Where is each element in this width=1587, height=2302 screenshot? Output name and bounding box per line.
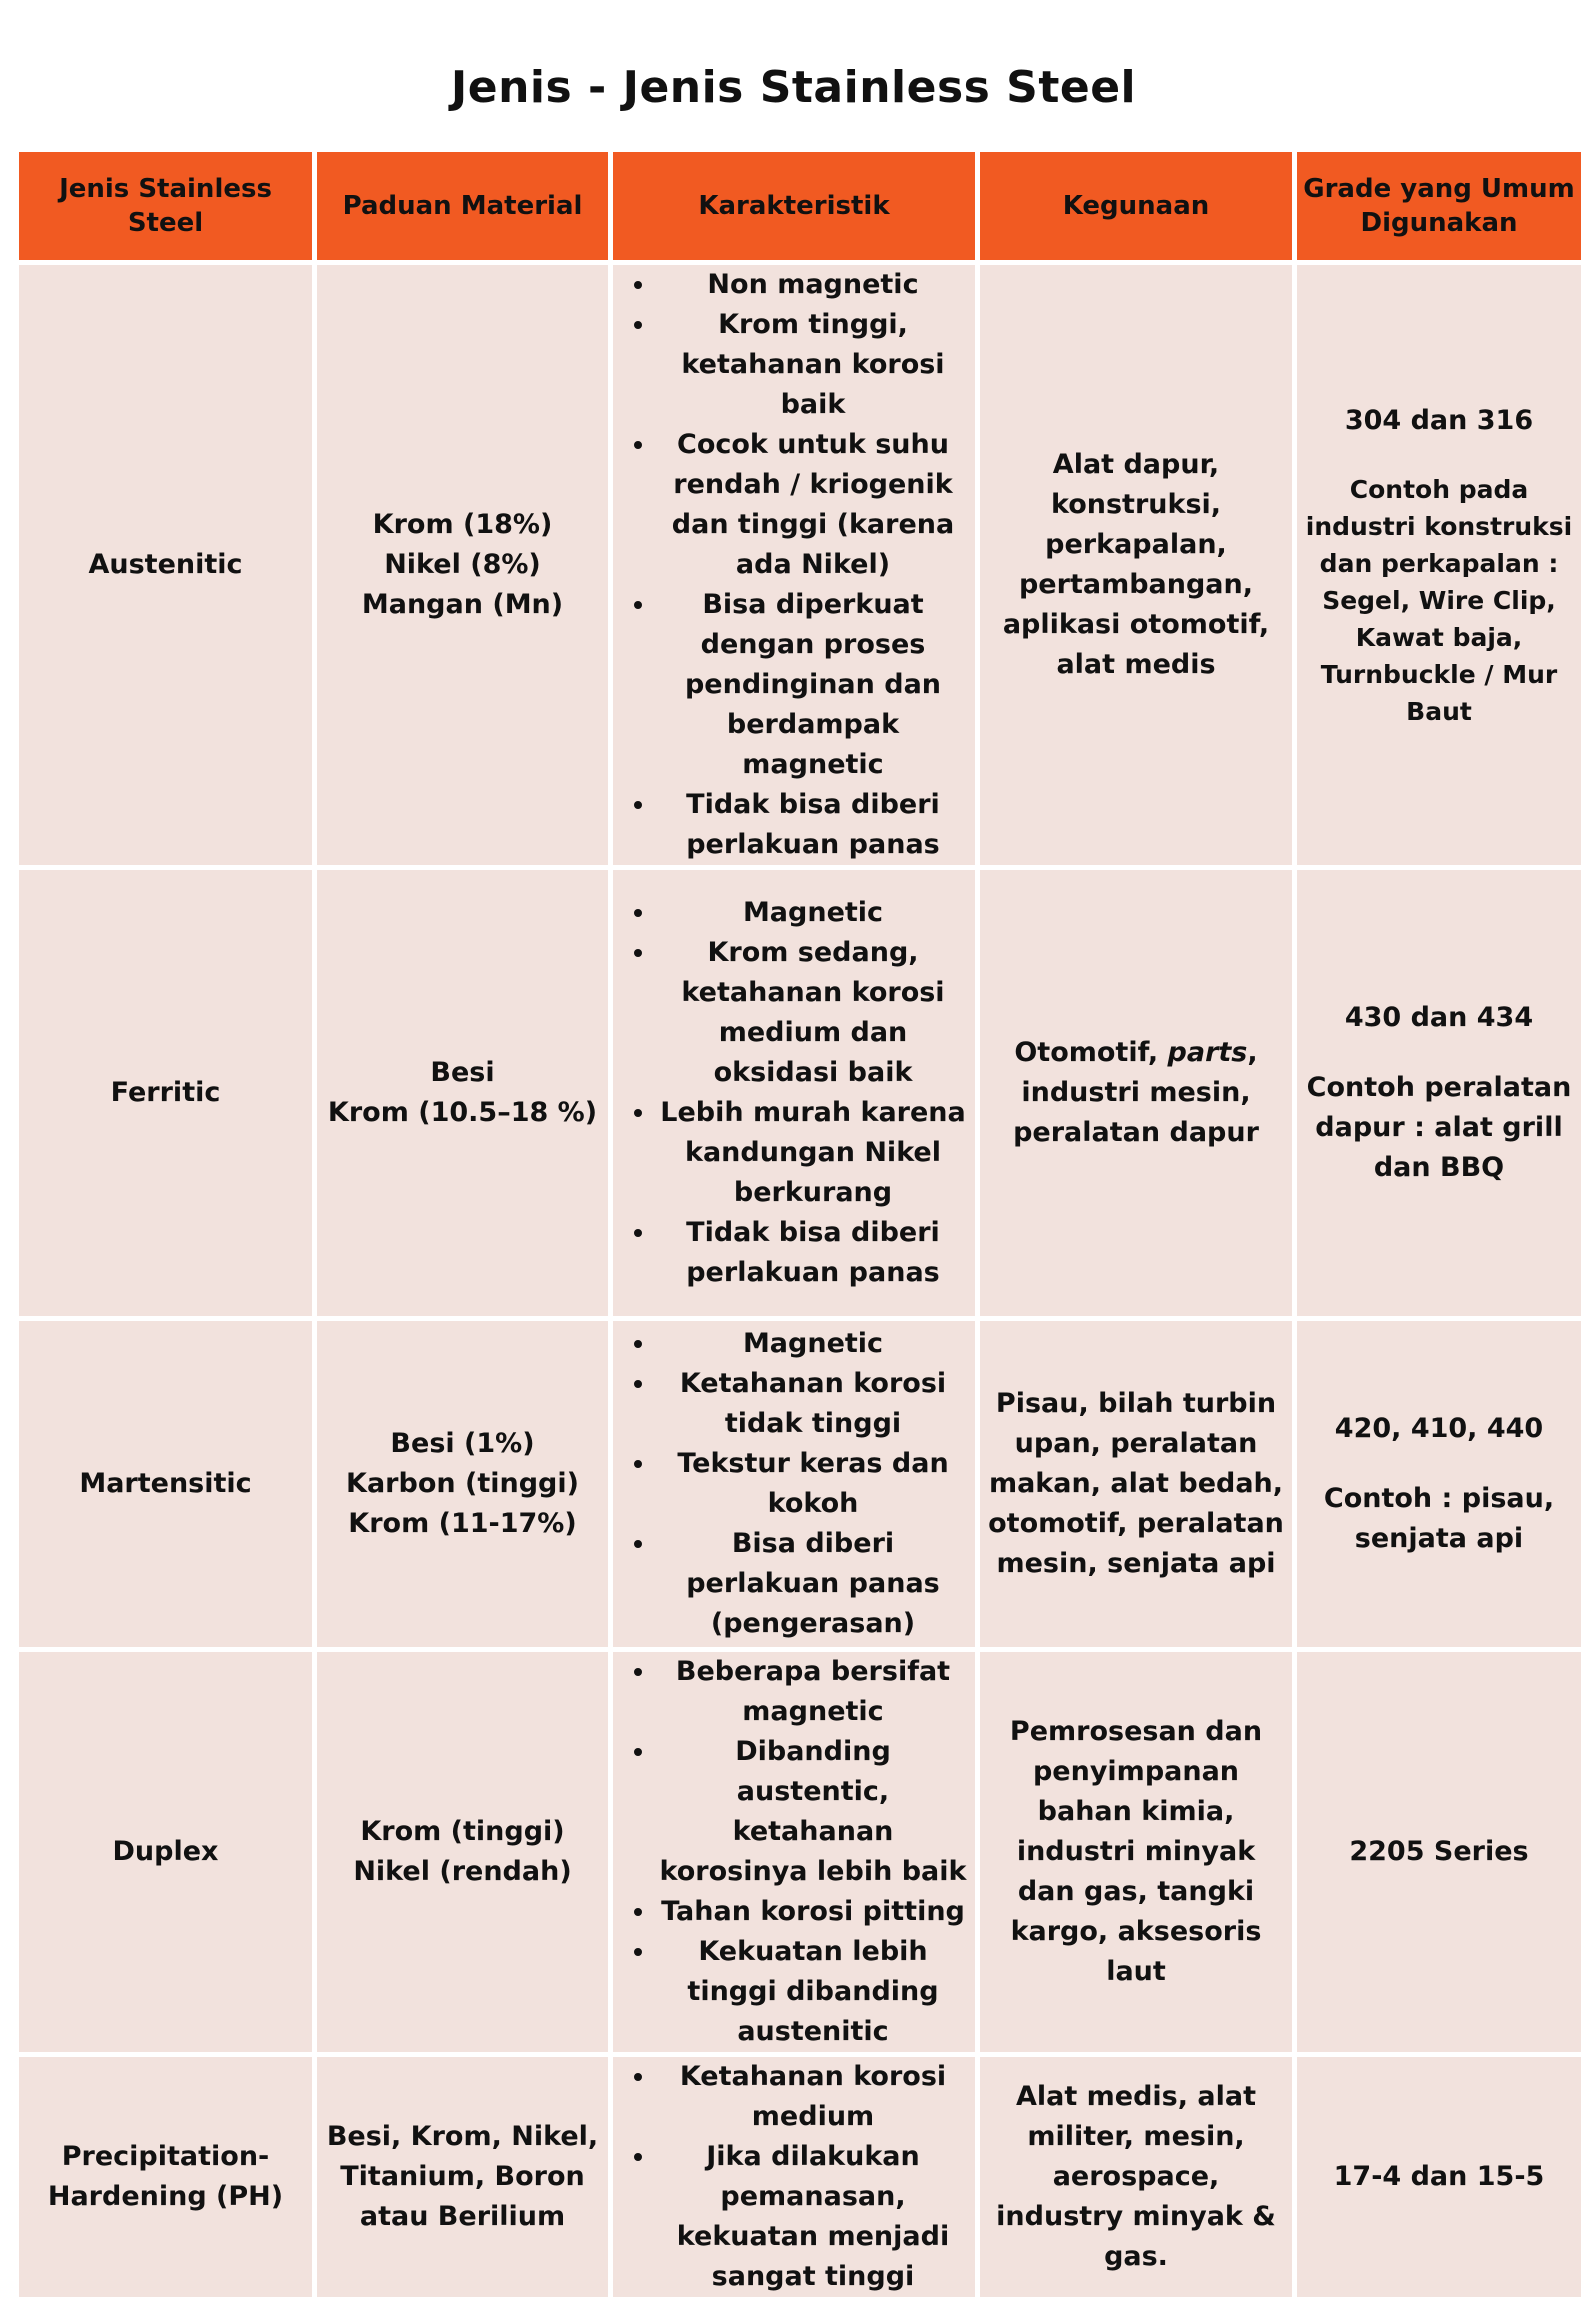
grade-note: Contoh peralatan dapur : alat grill dan BBQ [1306, 1072, 1572, 1183]
characteristic-item: • Krom sedang, ketahanan korosi medium dan oksidasi baik [657, 933, 969, 1093]
grade-note: Contoh : pisau, senjata api [1323, 1483, 1555, 1554]
characteristic-item: • Non magnetic [657, 265, 969, 305]
alloy-cell [315, 1319, 611, 1650]
characteristics-cell [611, 263, 978, 868]
usage-cell: Pisau, bilah turbin upan, peralatan makan, alat bedah, otomotif, peralatan mesin, senjata api [978, 1319, 1295, 1650]
type-cell: Duplex [17, 1650, 315, 2055]
characteristics-list [619, 1324, 969, 1644]
characteristic-item: • Kekuatan lebih tinggi dibanding austenitic [657, 1932, 969, 2052]
alloy-line: Krom (11-17%) [348, 1508, 577, 1539]
grade-cell [1295, 2055, 1584, 2300]
table-row-ferritic [17, 868, 1584, 1319]
type-cell: Ferritic [17, 868, 315, 1319]
usage-cell: Pemrosesan dan penyimpanan bahan kimia, industri minyak dan gas, tangki kargo, aksesoris laut [978, 1650, 1295, 2055]
header-paduan: Paduan Material [315, 150, 611, 263]
table-row-duplex [17, 1650, 1584, 2055]
usage-text-italic: parts [1167, 1037, 1248, 1068]
usage-text: Otomotif, [1014, 1037, 1168, 1068]
characteristic-item: • Krom tinggi, ketahanan korosi baik [657, 305, 969, 425]
alloy-line: Nikel (rendah) [353, 1856, 572, 1887]
grade-cell [1295, 1650, 1584, 2055]
characteristic-item: • Tidak bisa diberi perlakuan panas [657, 1213, 969, 1293]
grade-value: 2205 Series [1349, 1836, 1529, 1867]
alloy-line: Krom (10.5–18 %) [327, 1097, 598, 1128]
header-kegunaan: Kegunaan [978, 150, 1295, 263]
header-karakteristik: Karakteristik [611, 150, 978, 263]
characteristic-item: • Magnetic [657, 893, 969, 933]
alloy-line: Mangan (Mn) [361, 589, 564, 620]
characteristics-list [619, 893, 969, 1293]
alloy-cell [315, 2055, 611, 2300]
alloy-line: Nikel (8%) [384, 549, 541, 580]
grade-note: Contoh pada industri konstruksi dan perkapalan : Segel, Wire Clip, Kawat baja, Turnbuckle / Mur Baut [1305, 474, 1573, 726]
grade-value: 430 dan 434 [1344, 1002, 1534, 1033]
characteristic-item: • Tahan korosi pitting [657, 1892, 969, 1932]
usage-cell: Alat medis, alat militer, mesin, aerospace, industry minyak & gas. [978, 2055, 1295, 2300]
grade-cell [1295, 1319, 1584, 1650]
characteristics-cell [611, 2055, 978, 2300]
characteristics-cell [611, 1319, 978, 1650]
grade-cell [1295, 263, 1584, 868]
characteristic-item: • Ketahanan korosi tidak tinggi [657, 1364, 969, 1444]
header-jenis: Jenis Stainless Steel [17, 150, 315, 263]
characteristics-list [619, 1652, 969, 2052]
grade-cell [1295, 868, 1584, 1319]
characteristic-item: • Beberapa bersifat magnetic [657, 1652, 969, 1732]
header-grade: Grade yang Umum Digunakan [1295, 150, 1584, 263]
characteristic-item: • Tekstur keras dan kokoh [657, 1444, 969, 1524]
characteristic-item: • Dibanding austentic, ketahanan korosinya lebih baik [657, 1732, 969, 1892]
alloy-line: Besi [430, 1057, 495, 1088]
alloy-cell [315, 868, 611, 1319]
characteristics-list [619, 265, 969, 865]
stainless-steel-table [14, 147, 1586, 2302]
characteristic-item: • Bisa diberi perlakuan panas (pengerasan) [657, 1524, 969, 1644]
characteristic-item: • Cocok untuk suhu rendah / kriogenik dan tinggi (karena ada Nikel) [657, 425, 969, 585]
grade-value: 17-4 dan 15-5 [1333, 2161, 1545, 2192]
page-title: Jenis - Jenis Stainless Steel [450, 62, 1137, 113]
characteristic-item: • Ketahanan korosi medium [657, 2057, 969, 2137]
characteristic-item: • Magnetic [657, 1324, 969, 1364]
table-header-row [17, 150, 1584, 263]
usage-text: , industri mesin, peralatan dapur [1013, 1037, 1259, 1148]
grade-value: 420, 410, 440 [1334, 1413, 1544, 1444]
characteristic-item: • Lebih murah karena kandungan Nikel berkurang [657, 1093, 969, 1213]
table-row-martensitic [17, 1319, 1584, 1650]
characteristics-list [619, 2057, 969, 2297]
type-cell: Austenitic [17, 263, 315, 868]
characteristics-cell [611, 868, 978, 1319]
characteristic-item: • Bisa diperkuat dengan proses pendinginan dan berdampak magnetic [657, 585, 969, 785]
grade-value: 304 dan 316 [1344, 404, 1534, 436]
type-cell: Martensitic [17, 1319, 315, 1650]
alloy-line: Karbon (tinggi) [346, 1468, 579, 1499]
table-row-austenitic [17, 263, 1584, 868]
alloy-line: Besi (1%) [390, 1428, 535, 1459]
alloy-line: Besi, Krom, Nikel, Titanium, Boron atau Berilium [326, 2121, 599, 2232]
alloy-line: Krom (tinggi) [360, 1816, 565, 1847]
alloy-line: Krom (18%) [372, 509, 553, 540]
alloy-cell [315, 1650, 611, 2055]
characteristic-item: • Tidak bisa diberi perlakuan panas [657, 785, 969, 865]
table-row-precipitation-hardening [17, 2055, 1584, 2300]
characteristic-item: • Jika dilakukan pemanasan, kekuatan menjadi sangat tinggi [657, 2137, 969, 2297]
type-cell: Precipitation-Hardening (PH) [17, 2055, 315, 2300]
usage-cell: Alat dapur, konstruksi, perkapalan, pertambangan, aplikasi otomotif, alat medis [978, 263, 1295, 868]
alloy-cell [315, 263, 611, 868]
characteristics-cell [611, 1650, 978, 2055]
usage-cell [978, 868, 1295, 1319]
